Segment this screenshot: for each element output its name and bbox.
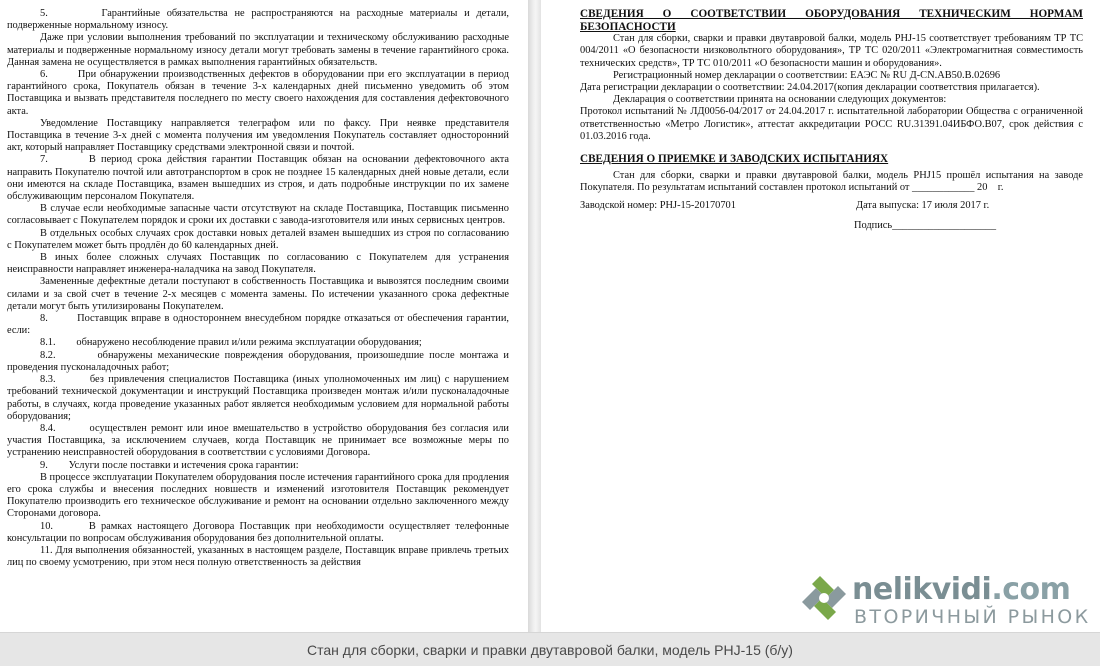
conformity-section	[580, 8, 1083, 232]
conformity-text: Стан для сборки, сварки и правки двутавровой балки, модель PHJ-15 соответствует требованиям ТР ТС 004/2011 «О безопасности низковольтного оборудования», ТР ТС 020/2011 «Электромагнитная совместимость технических средств», ТР ТС 010/2011 «О безопасности машин и оборудования».	[580, 33, 1083, 69]
logo-tagline: ВТОРИЧНЫЙ РЫНОК	[854, 606, 1091, 628]
recycle-arrows-icon	[798, 572, 850, 624]
declaration-registration-date: Дата регистрации декларации о соответствии: 24.04.2017(копия декларации соответствия прилагается).	[580, 82, 1040, 93]
warranty-paragraph: В случае если необходимые запасные части отсутствуют на складе Поставщика, Поставщик письменно согласовывает с Покупателем порядок и сроки их доставки с завода-изготовителя или иных сервисных центров.	[7, 203, 509, 227]
warranty-paragraph: 9. Услуги после поставки и истечения срока гарантии:	[40, 459, 299, 471]
document-page-left	[0, 0, 528, 632]
warranty-paragraph: 8.4. осуществлен ремонт или иное вмешательство в устройство оборудования без согласия или участия Поставщика, за исключением случаев, когда Поставщик не принимает все возможные меры по устранению неисправностей оборудования в соответствии с условиями Договора.	[7, 422, 509, 459]
conformity-heading: СВЕДЕНИЯ О СООТВЕТСТВИИ ОБОРУДОВАНИЯ ТЕХНИЧЕСКИМ НОРМАМ БЕЗОПАСНОСТИ	[580, 8, 1083, 33]
declaration-registration-number: Регистрационный номер декларации о соответствии: ЕАЭС № RU Д-CN.АВ50.В.02696	[613, 69, 1001, 81]
warranty-paragraph: 11. Для выполнения обязанностей, указанных в настоящем разделе, Поставщик вправе привлечь третьих лиц по своему усмотрению, при этом неся полную ответственность за действия	[7, 544, 509, 569]
warranty-paragraph: 5. Гарантийные обязательства не распространяются на расходные материалы и детали, подверженные нормальному износу.	[7, 8, 509, 32]
warranty-paragraph: 6. При обнаружении производственных дефектов в оборудовании при его эксплуатации в период гарантийного срока, Покупатель обязан в течение 3-х календарных дней письменно уведомить об этом Поставщика и вызвать представителя последнего по месту своего нахождения для составления дефектовочного акта.	[7, 69, 509, 117]
warranty-paragraph: 8. Поставщик вправе в одностороннем внесудебном порядке отказаться от обеспечения гарантии, если:	[7, 313, 509, 337]
signature-line: Подпись____________________	[854, 220, 997, 232]
declaration-basis: Декларация о соответствии принята на основании следующих документов:	[613, 94, 947, 106]
warranty-paragraph: 8.2. обнаружены механические повреждения оборудования, произошедшие после монтажа и проведения пусконаладочных работ;	[7, 349, 509, 373]
warranty-paragraph: В отдельных особых случаях срок доставки новых деталей взамен вышедших из строя по согласованию с Покупателем может быть продлён до 60 календарных дней.	[7, 227, 509, 251]
acceptance-text: Стан для сборки, сварки и правки двутавровой балки, модель PHJ15 прошёл испытания на заводе Покупателя. По результатам испытаний составлен протокол испытаний от ____________ 20 г.	[580, 169, 1083, 193]
warranty-paragraph: Замененные дефектные детали поступают в собственность Поставщика и вывозятся последним своими силами и за свой счет в течение 2-х месяцев с момента замены. По истечении указанного срока дефектные детали могут быть утилизированы Покупателем.	[7, 276, 509, 312]
warranty-paragraph: 10. В рамках настоящего Договора Поставщик при необходимости осуществляет телефонные консультации по вопросам обслуживания оборудования без дополнительной оплаты.	[7, 520, 509, 544]
factory-number: Заводской номер: PHJ-15-20170701	[580, 200, 736, 212]
image-caption: Стан для сборки, сварки и правки двутавровой балки, модель PHJ-15 (б/у)	[307, 641, 793, 658]
warranty-section-text	[7, 8, 509, 569]
image-caption-bar	[0, 632, 1100, 666]
warranty-paragraph: В процессе эксплуатации Покупателем оборудования после истечения гарантийного срока для продления его срока службы и внесения последних новшеств и изменений изготовителя Поставщик рекомендует Покупателю производить его техническое обслуживание и ремонт на основании отдельно заключенного между Сторонами договора.	[7, 471, 509, 520]
acceptance-heading: СВЕДЕНИЯ О ПРИЕМКЕ И ЗАВОДСКИХ ИСПЫТАНИЯХ	[580, 153, 889, 166]
logo-brand-text: nelikvidi.com	[852, 572, 1071, 607]
release-date: Дата выпуска: 17 июля 2017 г.	[856, 200, 990, 212]
warranty-paragraph: Даже при условии выполнения требований по эксплуатации и техническому обслуживанию расходные материалы и подверженные нормальному износу детали могут требовать замены в течение гарантийного срока. Данная замена не осуществляется в рамках выполнения гарантийных обязательств.	[7, 32, 509, 68]
warranty-paragraph: В иных более сложных случаях Поставщик по согласованию с Покупателем для устранения неисправности направляет инженера-наладчика на завод Покупателя.	[7, 252, 509, 276]
test-protocol: Протокол испытаний № ЛД0056-04/2017 от 24.04.2017 г. испытательной лаборатории Общества с ограниченной ответственностью «Метро Логистик», аттестат аккредитации РОСС RU.31391.04ИБФО.В07, срок действия с 01.03.2016 года.	[580, 106, 1083, 142]
warranty-paragraph: Уведомление Поставщику направляется телеграфом или по факсу. При неявке представителя Поставщика в течение 3-х дней с момента получения им уведомления Покупатель составляет односторонний акт, который направляет Поставщику средствами электронной связи и почтой.	[7, 117, 509, 154]
warranty-paragraph: 7. В период срока действия гарантии Поставщик обязан на основании дефектовочного акта направить Покупателю почтой или автотранспортом в срок не позднее 15 календарных дней новые детали, если они имеются на складе Поставщика, взамен вышедших из строя, и дать подробные инструкции по их замене обслуживающим персоналом Покупателя.	[7, 154, 509, 203]
warranty-paragraph: 8.3. без привлечения специалистов Поставщика (иных уполномоченных им лиц) с нарушением требований технической документации и инструкций Поставщика произведен монтаж и/или пусконаладочные работы, в случаях, когда проведение указанных работ является необходимым условием для нормальной работы оборудования;	[7, 374, 509, 422]
nelikvidi-watermark-logo	[798, 570, 1091, 630]
factory-info-row	[580, 200, 1083, 212]
document-page-right	[541, 0, 1100, 632]
page-gutter	[528, 0, 541, 632]
warranty-paragraph: 8.1. обнаружено несоблюдение правил и/или режима эксплуатации оборудования;	[40, 337, 422, 349]
